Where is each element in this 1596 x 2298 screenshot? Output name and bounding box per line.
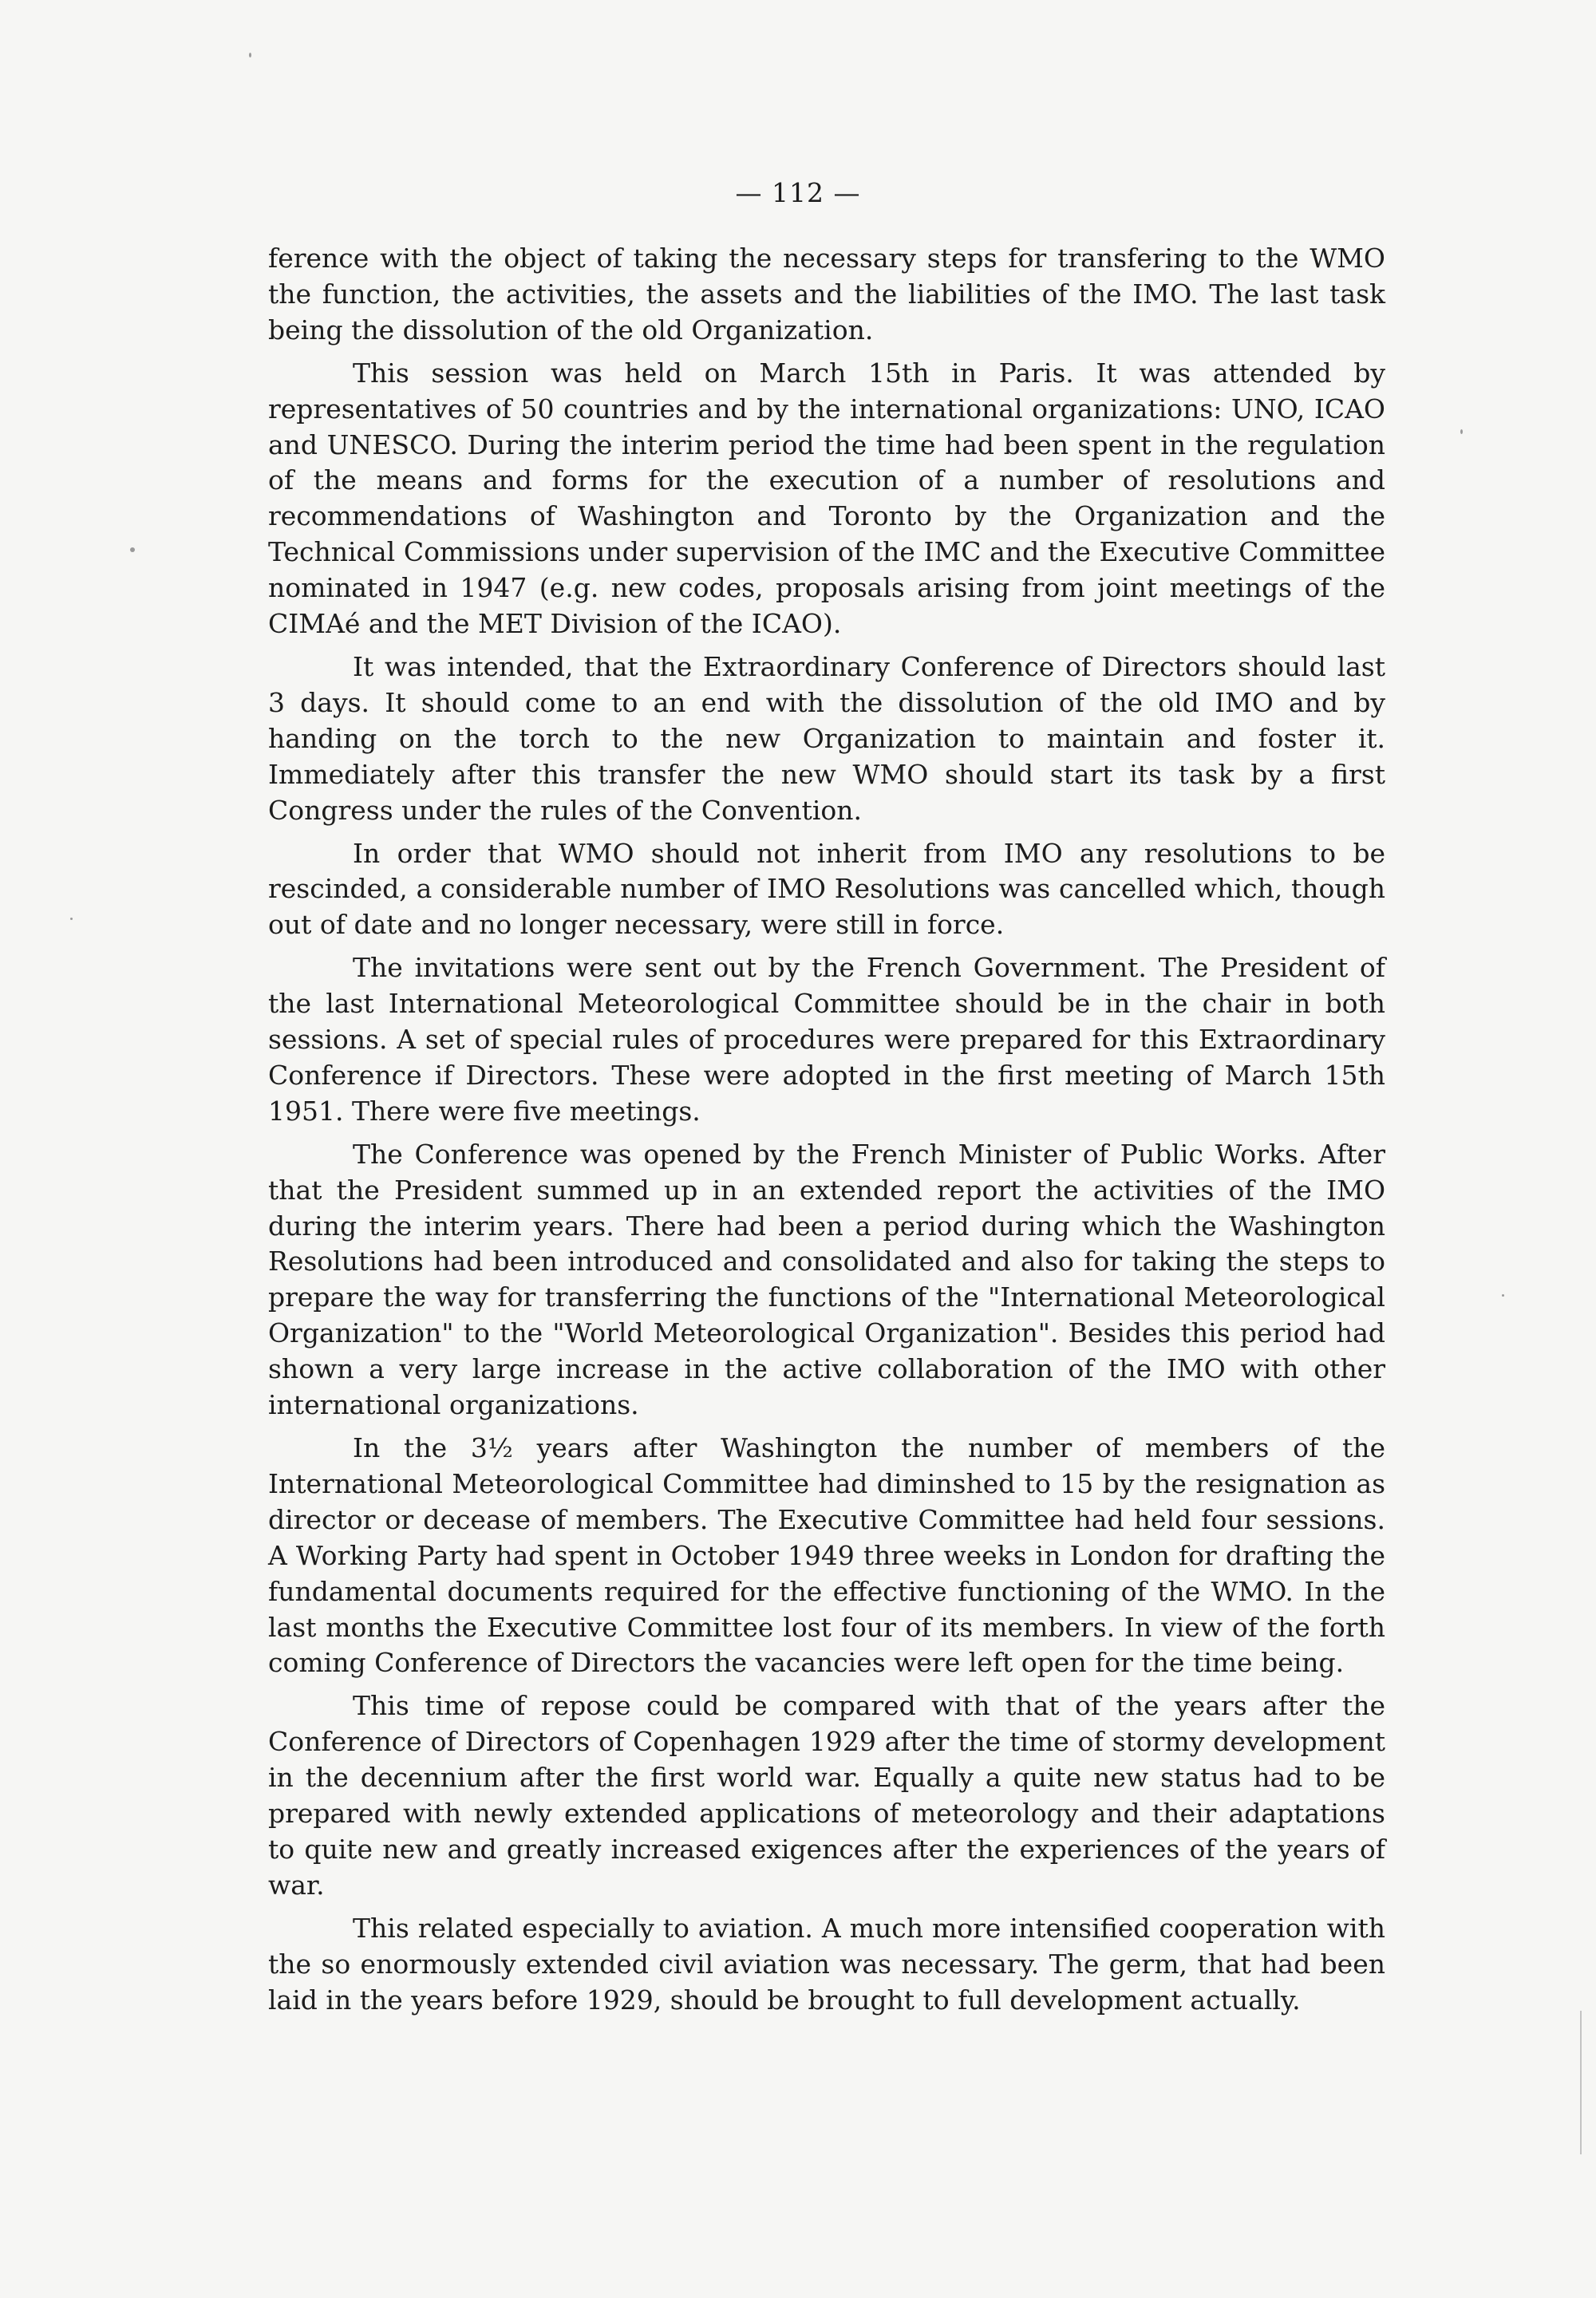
paragraph-8: This time of repose could be compared with that of the years after the Conference of Directors of Copenhagen 1929 after the time of stormy development in the decennium after the first world war. Equally a quite new status had to be prepared with newly extended applications of meteorology and their adaptations to quite new and greatly increased exigences after the experiences of the years of war. [268, 1690, 1385, 1901]
paragraph-4: In order that WMO should not inherit from IMO any resolutions to be rescinded, a considerable number of IMO Resolutions was cancelled which, though out of date and no longer necessary, were still in force. [268, 837, 1385, 941]
page-number: — 112 — [735, 177, 861, 208]
scan-speck [249, 53, 251, 57]
body-text [268, 241, 1385, 2026]
paragraph-6: The Conference was opened by the French Minister of Public Works. After that the President summed up in an extended report the activities of the IMO during the interim years. There had been a period during which the Washington Resolutions had been introduced and consolidated and also for taking the steps to prepare the way for transferring the functions of the "International Meteorological Organization" to the "World Meteorological Organization". Besides this period had shown a very large increase in the active collaboration of the IMO with other international organizations. [268, 1138, 1385, 1421]
paragraph-5: The invitations were sent out by the French Government. The President of the last International Meteorological Committee should be in the chair in both sessions. A set of special rules of procedures were prepared for this Extraordinary Conference if Directors. These were adopted in the first meeting of March 15th 1951. There were five meetings. [268, 952, 1385, 1127]
scan-speck [1502, 1294, 1504, 1297]
paragraph-2: This session was held on March 15th in Paris. It was attended by representatives of 50 countries and by the international organizations: UNO, ICAO and UNESCO. During the interim period the time had been spent in the regulation of the means and forms for the execution of a number of resolutions and recommendations of Washington and Toronto by the Organization and the Technical Commissions under supervision of the IMC and the Executive Committee nominated in 1947 (e.g. new codes, proposals arising from joint meetings of the CIMAé and the MET Division of the ICAO). [268, 357, 1385, 640]
paragraph-9: This related especially to aviation. A much more intensified cooperation with the so enormously extended civil aviation was necessary. The germ, that had been laid in the years before 1929, should be brought to full development actually. [268, 1912, 1385, 2016]
paragraph-1: ference with the object of taking the necessary steps for transfering to the WMO the function, the activities, the assets and the liabilities of the IMO. The last task being the dissolution of the old Organization. [268, 243, 1385, 345]
paragraph-7: In the 3½ years after Washington the number of members of the International Meteorological Committee had diminshed to 15 by the resignation as director or decease of members. The Executive Committee had held four sessions. A Working Party had spent in October 1949 three weeks in London for drafting the fundamental documents required for the effective functioning of the WMO. In the last months the Executive Committee lost four of its members. In view of the forth coming Conference of Directors the vacancies were left open for the time being. [268, 1432, 1385, 1679]
scan-speck [70, 918, 73, 920]
scan-speck [1580, 2011, 1582, 2154]
scan-speck [130, 547, 135, 552]
paragraph-3: It was intended, that the Extraordinary Conference of Directors should last 3 days. It should come to an end with the dissolution of the old IMO and by handing on the torch to the new Organization to maintain and foster it. Immediately after this transfer the new WMO should start its task by a first Congress under the rules of the Convention. [268, 650, 1385, 826]
scan-speck [1460, 429, 1463, 434]
